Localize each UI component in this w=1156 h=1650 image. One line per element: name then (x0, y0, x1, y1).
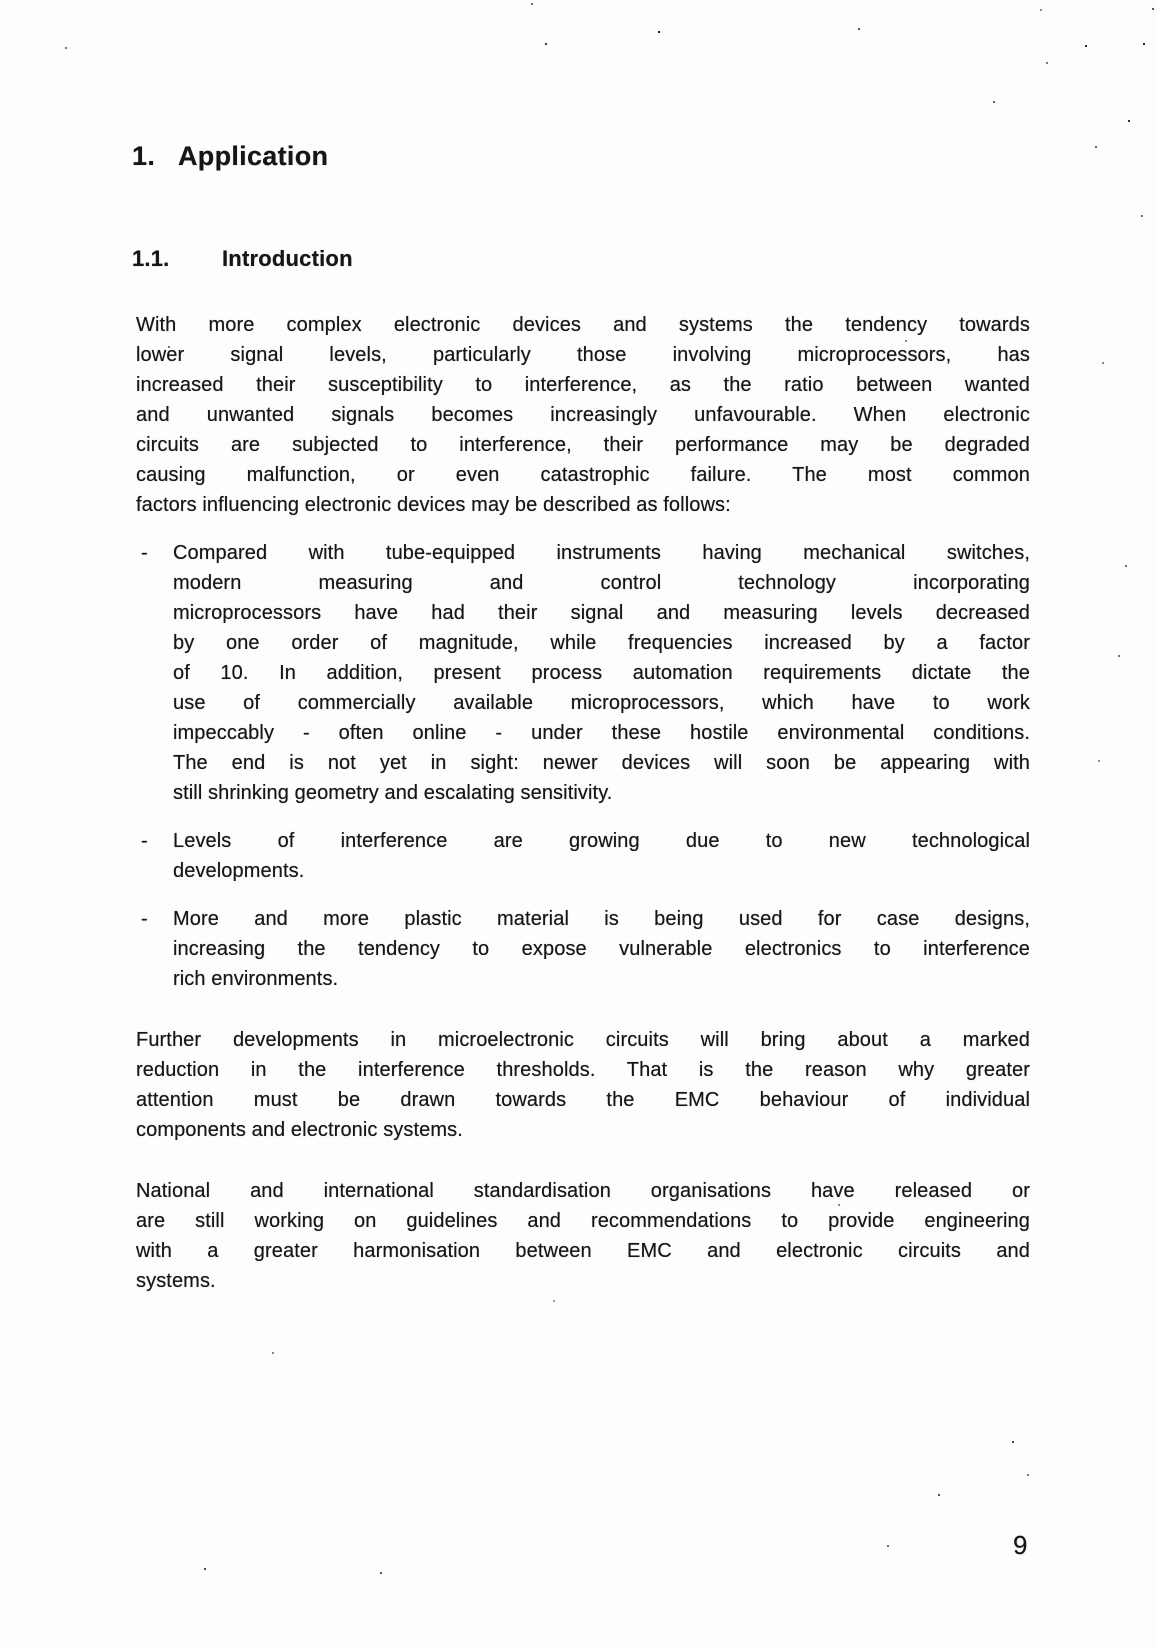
bullet-dash: - (141, 542, 148, 564)
text-line: impeccably - often online - under these hostile environmental conditions. (173, 722, 1030, 744)
text-line: with a greater harmonisation between EMC and electronic circuits and (136, 1240, 1030, 1262)
text-line: components and electronic systems. (136, 1119, 463, 1141)
scan-noise (0, 0, 2, 2)
bullet-dash: - (141, 830, 148, 852)
text-line: circuits are subjected to interference, their performance may be degraded (136, 434, 1030, 456)
text-line: With more complex electronic devices and systems the tendency towards (136, 314, 1030, 336)
bullet-dash: - (141, 908, 148, 930)
document-body (136, 310, 1030, 1296)
text-line: Further developments in microelectronic circuits will bring about a marked (136, 1029, 1030, 1051)
text-line: still shrinking geometry and escalating sensitivity. (173, 782, 613, 804)
text-line: microprocessors have had their signal and measuring levels decreased (173, 602, 1030, 624)
text-line: increasing the tendency to expose vulnerable electronics to interference (173, 938, 1030, 960)
text-line: National and international standardisation organisations have released or (136, 1180, 1030, 1202)
subsection-heading (132, 246, 353, 272)
page-number: 9 (1013, 1530, 1028, 1560)
section-title: Application (178, 141, 329, 171)
text-line: attention must be drawn towards the EMC behaviour of individual (136, 1089, 1030, 1111)
paragraph (136, 310, 1030, 520)
text-line: reduction in the interference thresholds. That is the reason why greater (136, 1059, 1030, 1081)
text-line: modern measuring and control technology incorporating (173, 572, 1030, 594)
text-line: Levels of interference are growing due to new technological (173, 830, 1030, 852)
text-line: by one order of magnitude, while frequencies increased by a factor (173, 632, 1030, 654)
text-line: developments. (173, 860, 305, 882)
text-line: The end is not yet in sight: newer devices will soon be appearing with (173, 752, 1030, 774)
text-line: causing malfunction, or even catastrophic failure. The most common (136, 464, 1030, 486)
text-line: factors influencing electronic devices may be described as follows: (136, 494, 731, 516)
paragraph (136, 1176, 1030, 1296)
text-line: rich environments. (173, 968, 339, 990)
text-line: use of commercially available microprocessors, which have to work (173, 692, 1030, 714)
text-line: increased their susceptibility to interference, as the ratio between wanted (136, 374, 1030, 396)
section-heading (132, 141, 328, 172)
paragraph (136, 1025, 1030, 1145)
text-line: systems. (136, 1270, 216, 1292)
text-line: of 10. In addition, present process automation requirements dictate the (173, 662, 1030, 684)
text-line: and unwanted signals becomes increasingly unfavourable. When electronic (136, 404, 1030, 426)
section-number: 1. (132, 141, 156, 171)
bullet-item (136, 826, 1030, 886)
text-line: More and more plastic material is being used for case designs, (173, 908, 1030, 930)
subsection-number: 1.1. (132, 246, 170, 271)
text-line: Compared with tube-equipped instruments having mechanical switches, (173, 542, 1030, 564)
bullet-item (136, 538, 1030, 808)
subsection-title: Introduction (222, 246, 353, 271)
text-line: are still working on guidelines and recommendations to provide engineering (136, 1210, 1030, 1232)
text-line: lower signal levels, particularly those involving microprocessors, has (136, 344, 1030, 366)
bullet-item (136, 904, 1030, 994)
